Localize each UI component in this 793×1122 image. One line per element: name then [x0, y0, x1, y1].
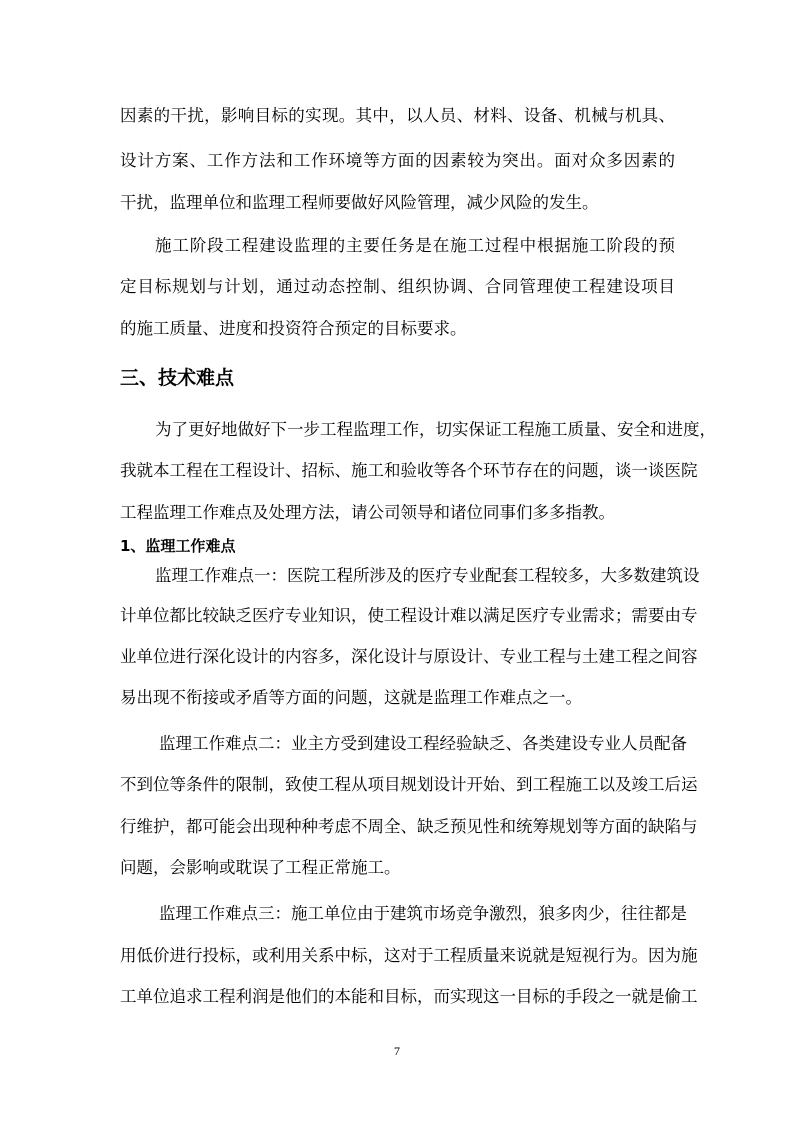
text-line: 不到位等条件的限制，致使工程从项目规划设计开始、到工程施工以及竣工后运	[120, 775, 698, 794]
section-heading: 三、技术难点	[120, 367, 235, 389]
text-line: 我就本工程在工程设计、招标、施工和验收等各个环节存在的问题，谈一谈医院	[120, 461, 698, 480]
subsection-heading: 1、监理工作难点	[120, 537, 236, 555]
text-line: 施工阶段工程建设监理的主要任务是在施工过程中根据施工阶段的预	[155, 236, 675, 255]
text-line: 定目标规划与计划，通过动态控制、组织协调、合同管理使工程建设项目	[120, 277, 675, 296]
text-line: 因素的干扰，影响目标的实现。其中，以人员、材料、设备、机械与机具、	[120, 106, 675, 125]
text-line: 工程监理工作难点及处理方法，请公司领导和诸位同事们多多指教。	[120, 503, 615, 522]
text-line: 用低价进行投标，或利用关系中标，这对于工程质量来说就是短视行为。因为施	[120, 946, 698, 965]
text-line: 的施工质量、进度和投资符合预定的目标要求。	[120, 319, 467, 338]
text-line: 计单位都比较缺乏医疗专业知识，使工程设计难以满足医疗专业需求；需要由专	[120, 606, 698, 625]
text-line: 行维护，都可能会出现种种考虑不周全、缺乏预见性和统筹规划等方面的缺陷与	[120, 817, 698, 836]
text-line: 工单位追求工程利润是他们的本能和目标，而实现这一目标的手段之一就是偷工	[120, 987, 698, 1006]
text-line: 设计方案、工作方法和工作环境等方面的因素较为突出。面对众多因素的	[120, 151, 675, 170]
text-line: 为了更好地做好下一步工程监理工作，切实保证工程施工质量、安全和进度，	[155, 420, 716, 439]
text-line: 干扰，监理单位和监理工程师要做好风险管理，减少风险的发生。	[120, 193, 599, 212]
text-line: 问题，会影响或耽误了工程正常施工。	[120, 858, 401, 877]
text-line: 易出现不衔接或矛盾等方面的问题，这就是监理工作难点之一。	[120, 688, 582, 707]
text-line: 监理工作难点二：业主方受到建设工程经验缺乏、各类建设专业人员配备	[159, 734, 687, 753]
text-line: 监理工作难点一：医院工程所涉及的医疗专业配套工程较多，大多数建筑设	[155, 566, 700, 585]
page-number: 7	[394, 1044, 400, 1058]
text-line: 业单位进行深化设计的内容多，深化设计与原设计、专业工程与土建工程之间容	[120, 647, 698, 666]
text-line: 监理工作难点三：施工单位由于建筑市场竞争激烈，狼多肉少，往往都是	[159, 904, 687, 923]
